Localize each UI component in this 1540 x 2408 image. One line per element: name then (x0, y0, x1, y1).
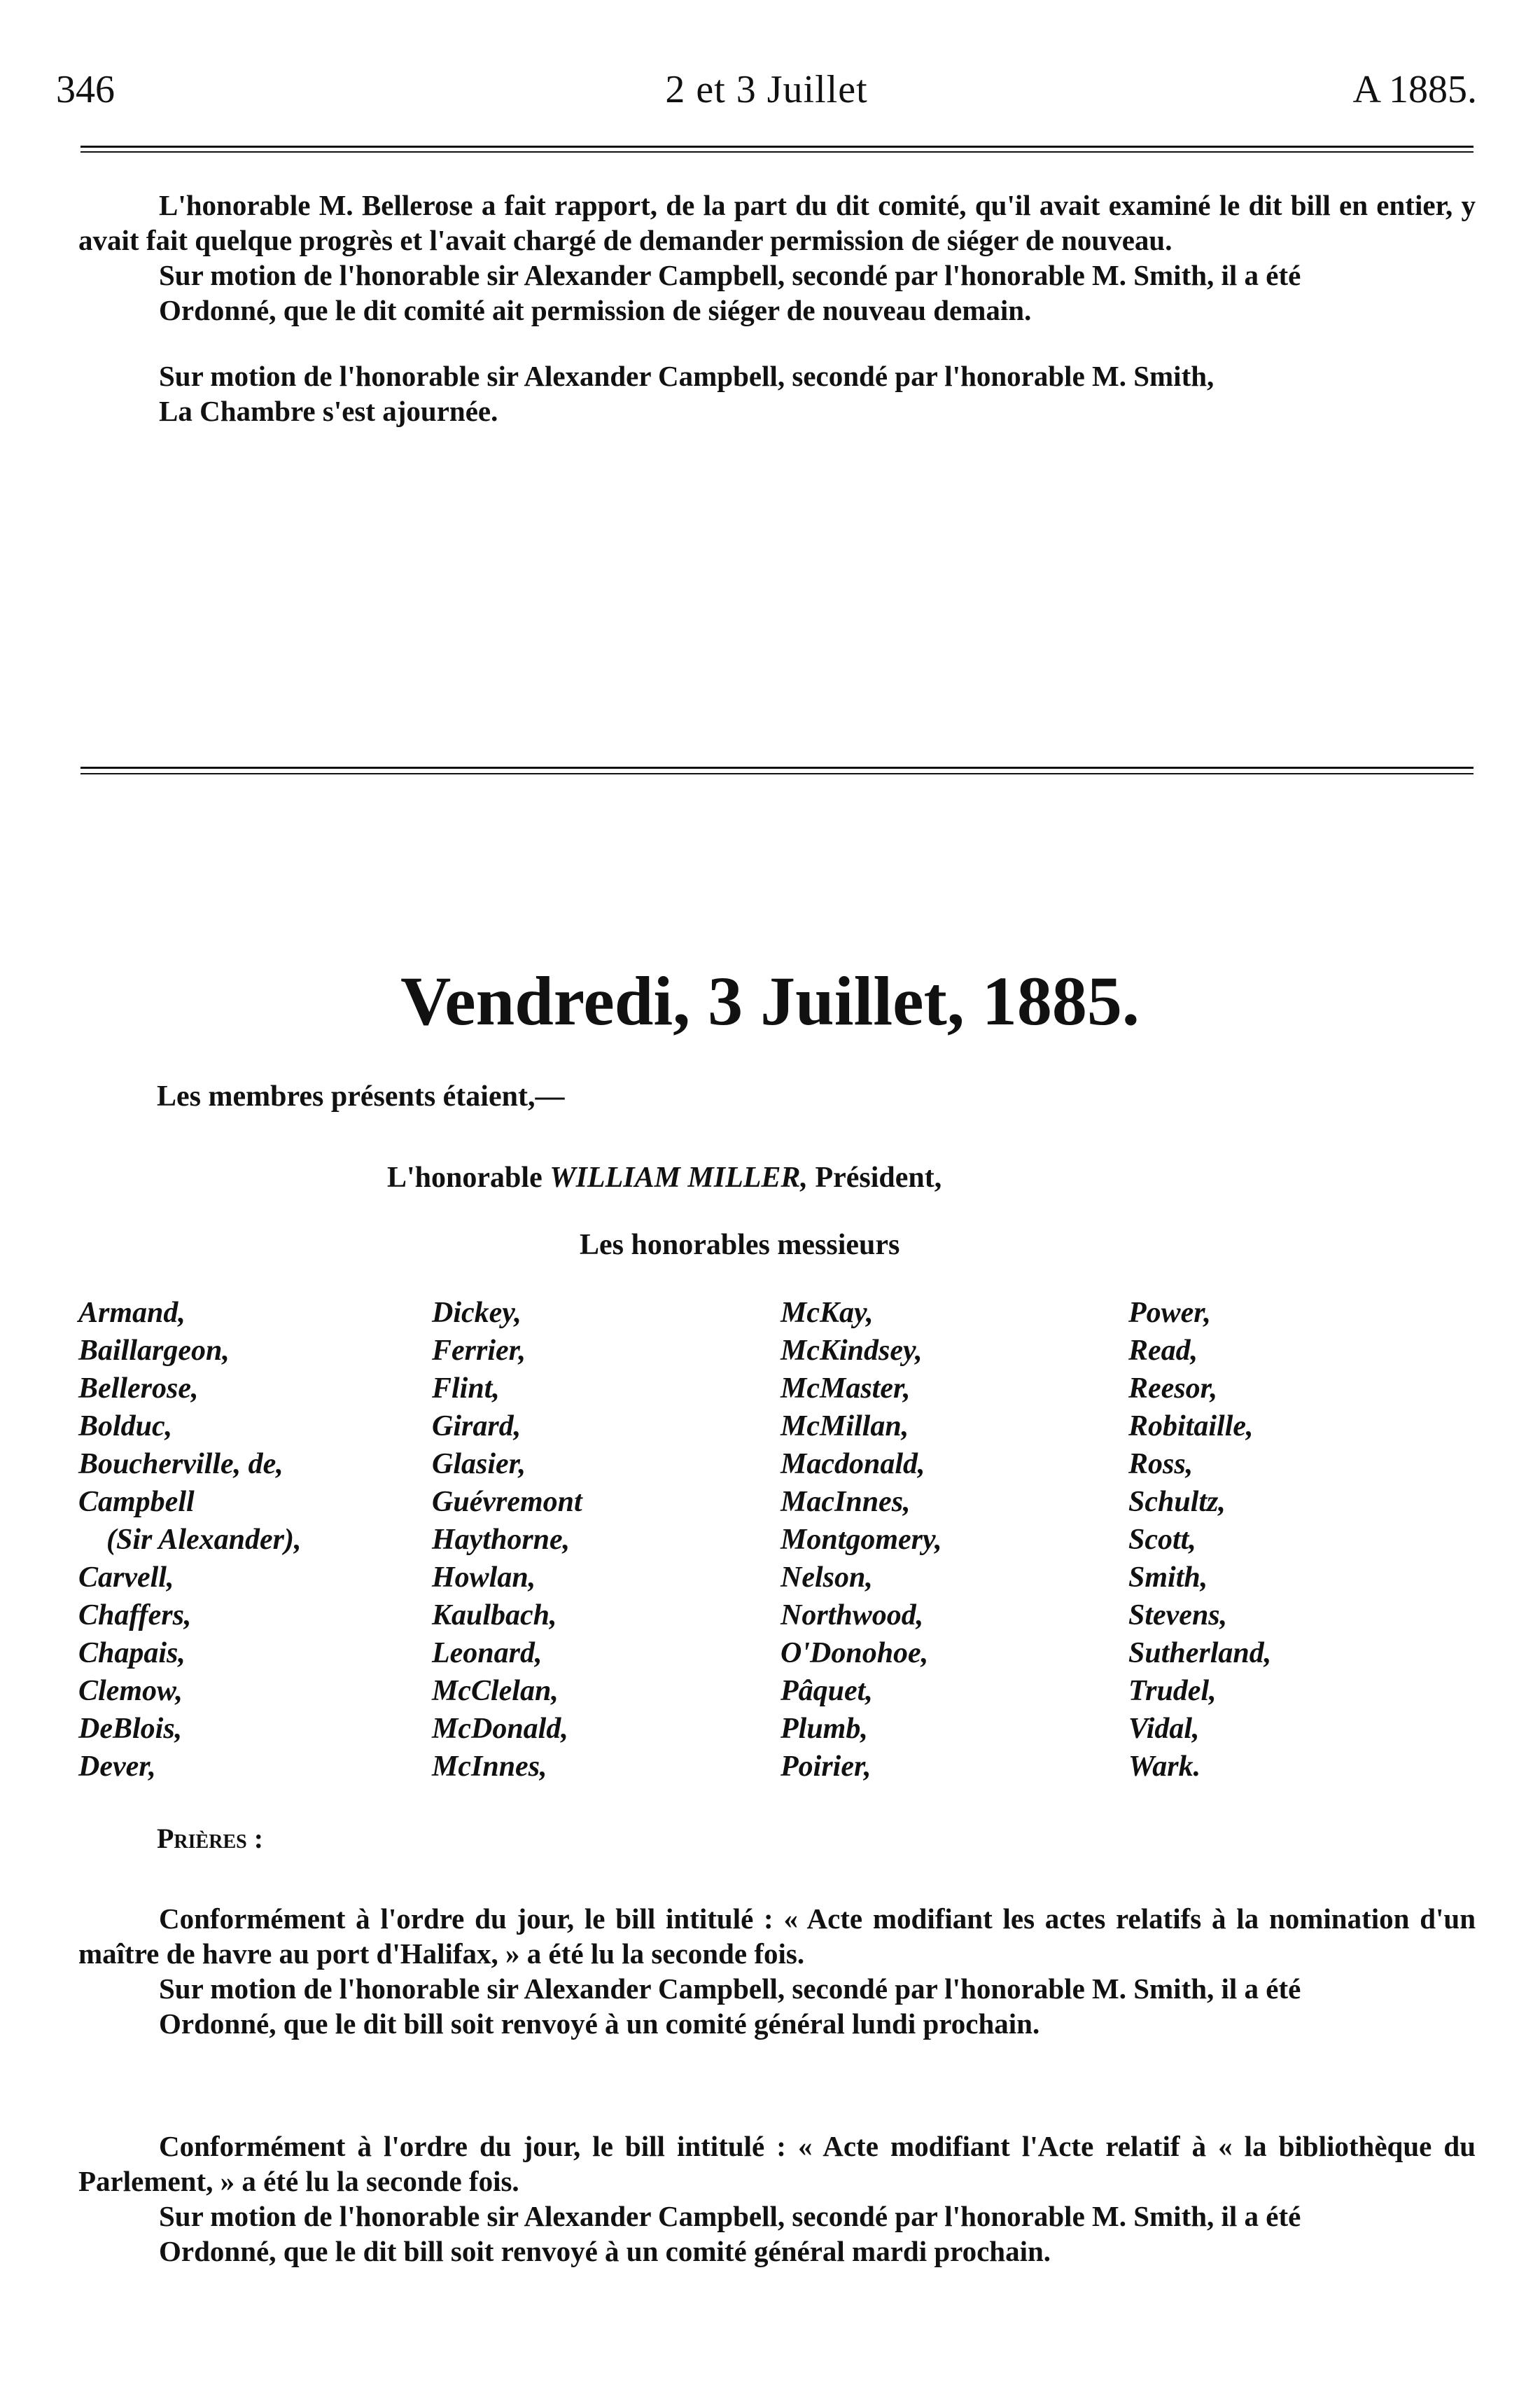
member-name: McMaster, (780, 1372, 911, 1405)
member-name: Robitaille, (1128, 1410, 1254, 1442)
member-name: Pâquet, (780, 1675, 873, 1707)
member-name: Trudel, (1128, 1675, 1217, 1707)
present-intro: Les membres présents étaient,— (157, 1080, 565, 1113)
member-name: Plumb, (780, 1713, 868, 1745)
president-prefix: L'honorable (387, 1162, 542, 1194)
member-name: McKay, (780, 1297, 874, 1329)
paragraph: Ordonné, que le dit bill soit renvoyé à un comité général lundi prochain. (159, 2007, 1040, 2040)
page-number: 346 (56, 68, 115, 111)
member-name: Power, (1128, 1297, 1211, 1329)
member-name: Flint, (432, 1372, 500, 1405)
member-name: Read, (1128, 1335, 1198, 1367)
sitting-title: Vendredi, 3 Juillet, 1885. (400, 962, 1140, 1040)
member-name: O'Donohoe, (780, 1637, 929, 1669)
paragraph: Sur motion de l'honorable sir Alexander Campbell, secondé par l'honorable M. Smith, il a été (159, 259, 1301, 291)
paragraph: La Chambre s'est ajournée. (159, 395, 498, 427)
member-name: Stevens, (1128, 1599, 1228, 1631)
paragraph: Conformément à l'ordre du jour, le bill intitulé : « Acte modifiant l'Acte relatif à « la bibliothèque du Parlement, » a été lu la seconde fois. (78, 2130, 1476, 2197)
member-name: Bellerose, (78, 1372, 199, 1405)
member-name: Smith, (1128, 1561, 1208, 1594)
member-name: McKindsey, (780, 1335, 923, 1367)
paragraph: Ordonné, que le dit comité ait permission de siéger de nouveau demain. (159, 294, 1032, 326)
member-name: Montgomery, (780, 1524, 942, 1556)
member-name: Campbell (78, 1486, 195, 1518)
member-name: Baillargeon, (78, 1335, 230, 1367)
member-name: Girard, (432, 1410, 522, 1442)
header-year: A 1885. (1352, 68, 1477, 111)
member-name: Schultz, (1128, 1486, 1226, 1518)
member-name: (Sir Alexander), (106, 1524, 302, 1556)
paragraph: Sur motion de l'honorable sir Alexander Campbell, secondé par l'honorable M. Smith, (159, 360, 1214, 392)
header-date: 2 et 3 Juillet (665, 68, 868, 111)
member-name: Vidal, (1128, 1713, 1200, 1745)
session1-text (78, 188, 1476, 429)
paragraph: L'honorable M. Bellerose a fait rapport, de la part du dit comité, qu'il avait examiné le dit bill en entier, y avait fait quelque progrès et l'avait chargé de demander permission de siéger de nouveau. (78, 189, 1476, 256)
member-name: Dickey, (432, 1297, 522, 1329)
paragraph: Conformément à l'ordre du jour, le bill intitulé : « Acte modifiant les actes relatifs à la nomination d'un maître de havre au port d'Halifax, » a été lu la seconde fois. (78, 1902, 1476, 1970)
member-name: McDonald, (432, 1713, 568, 1745)
member-name: Ross, (1128, 1448, 1194, 1480)
session2-item-2 (78, 2129, 1476, 2269)
member-name: Carvell, (78, 1561, 174, 1594)
paragraph: Ordonné, que le dit bill soit renvoyé à un comité général mardi prochain. (159, 2235, 1051, 2267)
header-rule-bottom (80, 151, 1474, 153)
member-name: Ferrier, (432, 1335, 526, 1367)
paragraph: Sur motion de l'honorable sir Alexander Campbell, secondé par l'honorable M. Smith, il a été (159, 1972, 1301, 2005)
member-name: Scott, (1128, 1524, 1196, 1556)
member-name: Glasier, (432, 1448, 526, 1480)
members-list (78, 1294, 1408, 1784)
member-name: Leonard, (432, 1637, 542, 1669)
member-name: McMillan, (780, 1410, 909, 1442)
session2-item-1 (78, 1901, 1476, 2041)
member-name: Chapais, (78, 1637, 186, 1669)
president-name: WILLIAM MILLER, (550, 1162, 808, 1194)
honorables-heading: Les honorables messieurs (580, 1229, 900, 1261)
member-name: Chaffers, (78, 1599, 192, 1631)
member-name: Kaulbach, (432, 1599, 557, 1631)
paragraph: Sur motion de l'honorable sir Alexander Campbell, secondé par l'honorable M. Smith, il a été (159, 2200, 1301, 2232)
member-name: Howlan, (432, 1561, 536, 1594)
member-name: Boucherville, de, (78, 1448, 284, 1480)
member-name: Wark. (1128, 1751, 1201, 1783)
president-title: Président, (815, 1162, 942, 1194)
member-name: Guévremont (432, 1486, 582, 1518)
members-column-1 (78, 1294, 301, 1786)
members-column-4 (1128, 1294, 1271, 1786)
header-rule-top (80, 146, 1474, 148)
president-line (387, 1160, 941, 1196)
member-name: Reesor, (1128, 1372, 1218, 1405)
member-name: MacInnes, (780, 1486, 911, 1518)
member-name: Macdonald, (780, 1448, 925, 1480)
section-rule-top (80, 767, 1474, 769)
member-name: Nelson, (780, 1561, 873, 1594)
member-name: Clemow, (78, 1675, 183, 1707)
members-column-2 (432, 1294, 582, 1786)
member-name: Bolduc, (78, 1410, 173, 1442)
member-name: Northwood, (780, 1599, 924, 1631)
member-name: Dever, (78, 1751, 156, 1783)
member-name: Haythorne, (432, 1524, 570, 1556)
members-column-3 (780, 1294, 942, 1786)
member-name: DeBlois, (78, 1713, 183, 1745)
member-name: Armand, (78, 1297, 186, 1329)
section-rule-bottom (80, 773, 1474, 774)
prayers-heading: Prières : (157, 1823, 264, 1854)
page-header (56, 62, 1477, 118)
member-name: McClelan, (432, 1675, 559, 1707)
member-name: Sutherland, (1128, 1637, 1272, 1669)
member-name: McInnes, (432, 1751, 547, 1783)
member-name: Poirier, (780, 1751, 872, 1783)
